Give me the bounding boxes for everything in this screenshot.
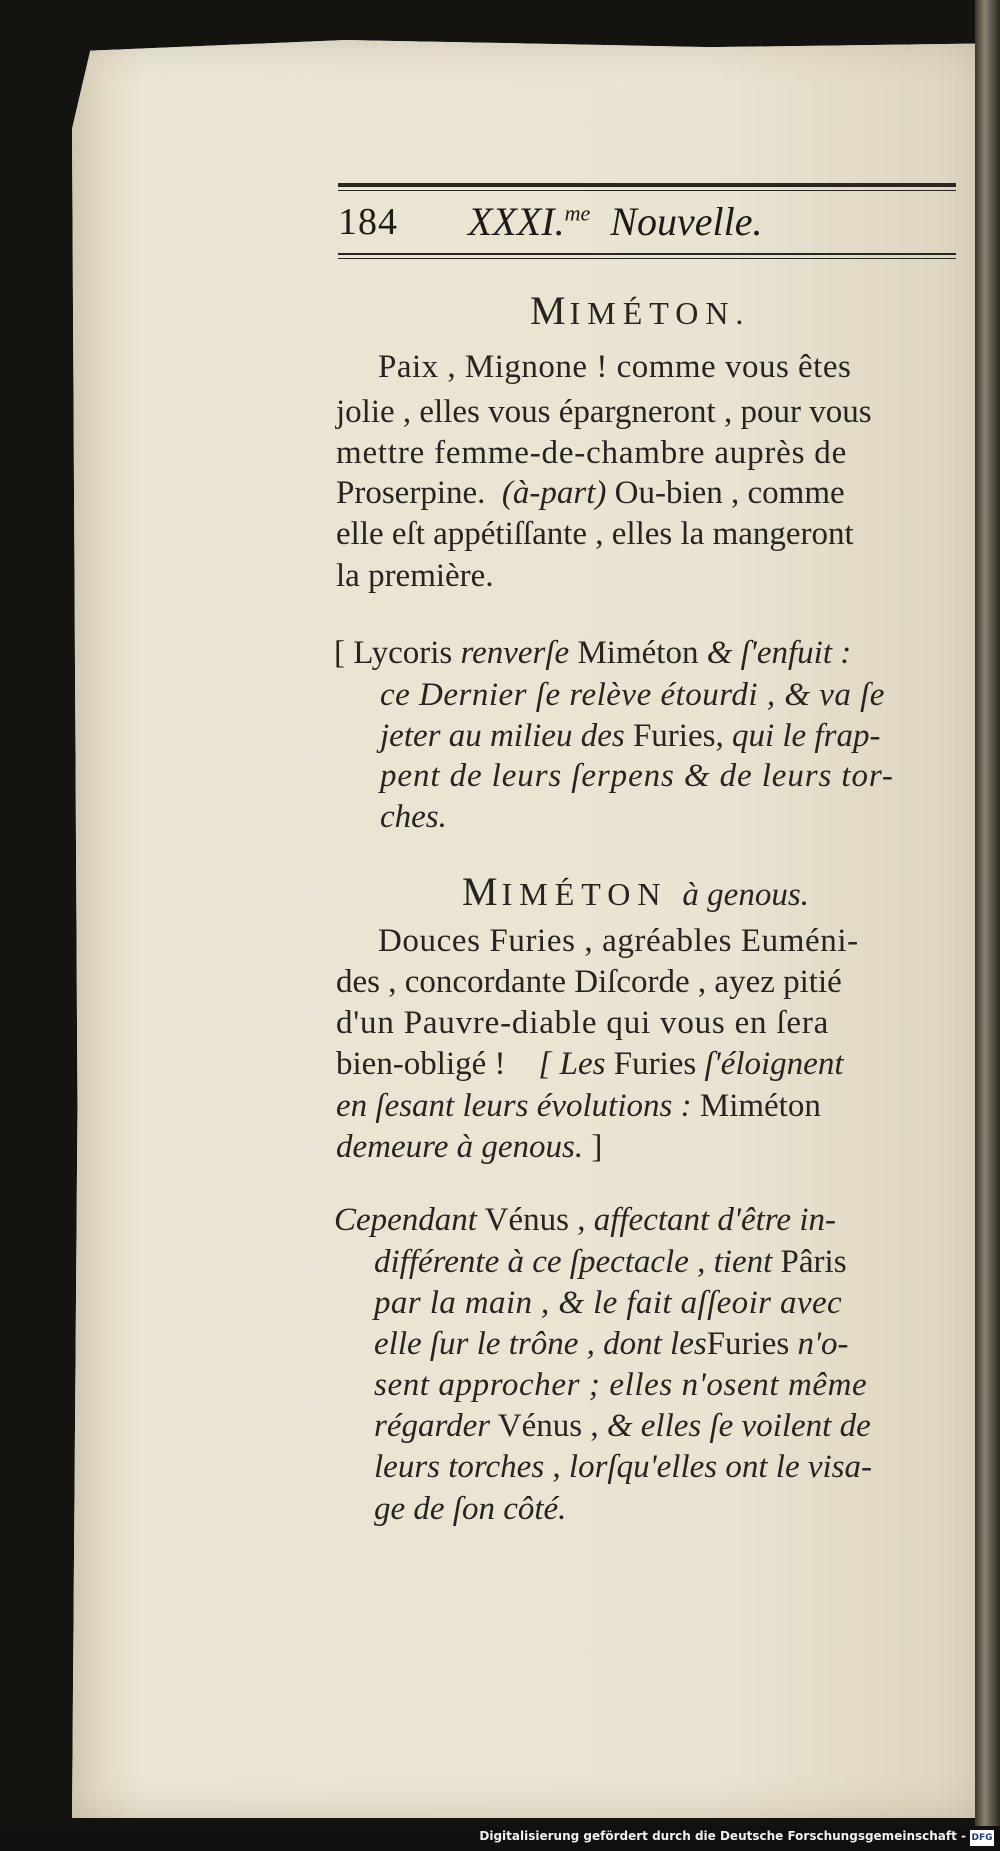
text-segment: Cependant bbox=[334, 1202, 477, 1238]
text-segment: n'o- bbox=[797, 1326, 849, 1362]
text-line: Paix , Mignone ! comme vous êtes bbox=[378, 349, 852, 385]
stage-direction-line bbox=[374, 1325, 849, 1363]
text-segment: demeure à genous. bbox=[336, 1129, 584, 1165]
text-line: des , concordante Diſcorde , ayez pitié bbox=[336, 964, 842, 1000]
running-title-superscript: me bbox=[564, 200, 591, 226]
speaker-rest: IMÉTON bbox=[501, 876, 668, 912]
page-number: 184 bbox=[338, 201, 398, 243]
stage-direction-line: leurs torches , lorſqu'elles ont le visa- bbox=[374, 1449, 873, 1485]
stage-direction-line bbox=[380, 717, 880, 755]
text-line bbox=[336, 1045, 844, 1083]
speaker-note: à genous. bbox=[682, 877, 809, 913]
text-segment: Proserpine. bbox=[336, 475, 486, 511]
text-line: elle eſt appétiſſante , elles la mangeront bbox=[336, 516, 854, 552]
text-segment: régarder bbox=[374, 1408, 491, 1444]
digitization-credit: Digitalisierung gefördert durch die Deutsche Forschungsgemeinschaft - bbox=[479, 1829, 966, 1843]
stage-direction-line: ches. bbox=[380, 799, 447, 835]
stage-direction-line: ge de ſon côté. bbox=[374, 1491, 567, 1527]
text-line: mettre femme-de-chambre auprès de bbox=[336, 435, 848, 471]
running-title-numeral: XXXI. bbox=[468, 199, 565, 244]
speaker-name bbox=[530, 287, 750, 334]
speaker-name bbox=[462, 868, 809, 915]
running-title bbox=[468, 198, 762, 245]
text-segment: Furies bbox=[613, 1046, 697, 1082]
speaker-rest: IMÉTON. bbox=[569, 295, 751, 331]
dfg-logo: DFG bbox=[970, 1830, 994, 1846]
text-segment: bien-obligé ! bbox=[336, 1046, 506, 1082]
text-segment: & elles ſe voilent de bbox=[606, 1408, 871, 1444]
text-segment: Ou-bien , comme bbox=[614, 475, 845, 511]
text-line bbox=[336, 1128, 602, 1166]
text-segment: ] bbox=[591, 1129, 603, 1165]
stage-direction-line: pent de leurs ſerpens & de leurs tor- bbox=[380, 758, 894, 794]
aside-note: (à-part) bbox=[501, 475, 607, 511]
text-line bbox=[336, 474, 845, 512]
text-segment: Miméton bbox=[577, 635, 699, 671]
text-line: la première. bbox=[336, 558, 494, 594]
text-segment: Furies bbox=[706, 1326, 790, 1362]
text-segment: ſ'éloignent bbox=[704, 1046, 844, 1082]
text-segment: jeter au milieu des bbox=[380, 718, 625, 754]
text-line bbox=[336, 1087, 821, 1125]
text-line: d'un Pauvre-diable qui vous en ſera bbox=[336, 1005, 830, 1041]
speaker-initial: M bbox=[462, 869, 502, 914]
text-segment: différente à ce ſpectacle , tient bbox=[374, 1244, 773, 1280]
text-segment: affectant d'être in- bbox=[593, 1202, 836, 1238]
text-line: Douces Furies , agréables Euméni- bbox=[378, 923, 859, 959]
stage-direction-line bbox=[334, 634, 851, 672]
header-rule-top-thin bbox=[338, 190, 956, 191]
stage-direction-line: sent approcher ; elles n'osent même bbox=[374, 1367, 868, 1403]
stage-direction-line bbox=[334, 1201, 836, 1239]
text-segment: Vénus , bbox=[484, 1202, 586, 1238]
text-segment: [ Lycoris bbox=[334, 635, 453, 671]
text-segment: en ſesant leurs évolutions : bbox=[336, 1088, 692, 1124]
text-segment: Miméton bbox=[699, 1088, 821, 1124]
text-segment: Pâris bbox=[780, 1244, 847, 1280]
text-segment: [ Les bbox=[538, 1046, 606, 1082]
stage-direction-line: par la main , & le fait aſſeoir avec bbox=[374, 1285, 843, 1321]
running-title-word: Nouvelle. bbox=[610, 199, 763, 244]
page-edge bbox=[975, 0, 1000, 1851]
stage-direction-line bbox=[374, 1243, 847, 1281]
text-segment: elle ſur le trône , dont les bbox=[374, 1326, 707, 1362]
text-segment: & ſ'enfuit : bbox=[706, 635, 852, 671]
text-line: jolie , elles vous épargneront , pour vous bbox=[336, 394, 872, 430]
text-segment: renverſe bbox=[460, 635, 570, 671]
text-segment: Vénus , bbox=[497, 1408, 599, 1444]
header-rule-top bbox=[338, 183, 956, 187]
text-segment: Furies, bbox=[632, 718, 724, 754]
speaker-initial: M bbox=[530, 288, 570, 333]
stage-direction-line bbox=[374, 1407, 871, 1445]
header-rule-bottom-thin bbox=[338, 258, 956, 259]
header-rule-bottom bbox=[338, 253, 956, 255]
page-header bbox=[338, 196, 958, 252]
stage-direction-line: ce Dernier ſe relève étourdi , & va ſe bbox=[380, 677, 885, 713]
text-segment: qui le frap- bbox=[731, 718, 881, 754]
